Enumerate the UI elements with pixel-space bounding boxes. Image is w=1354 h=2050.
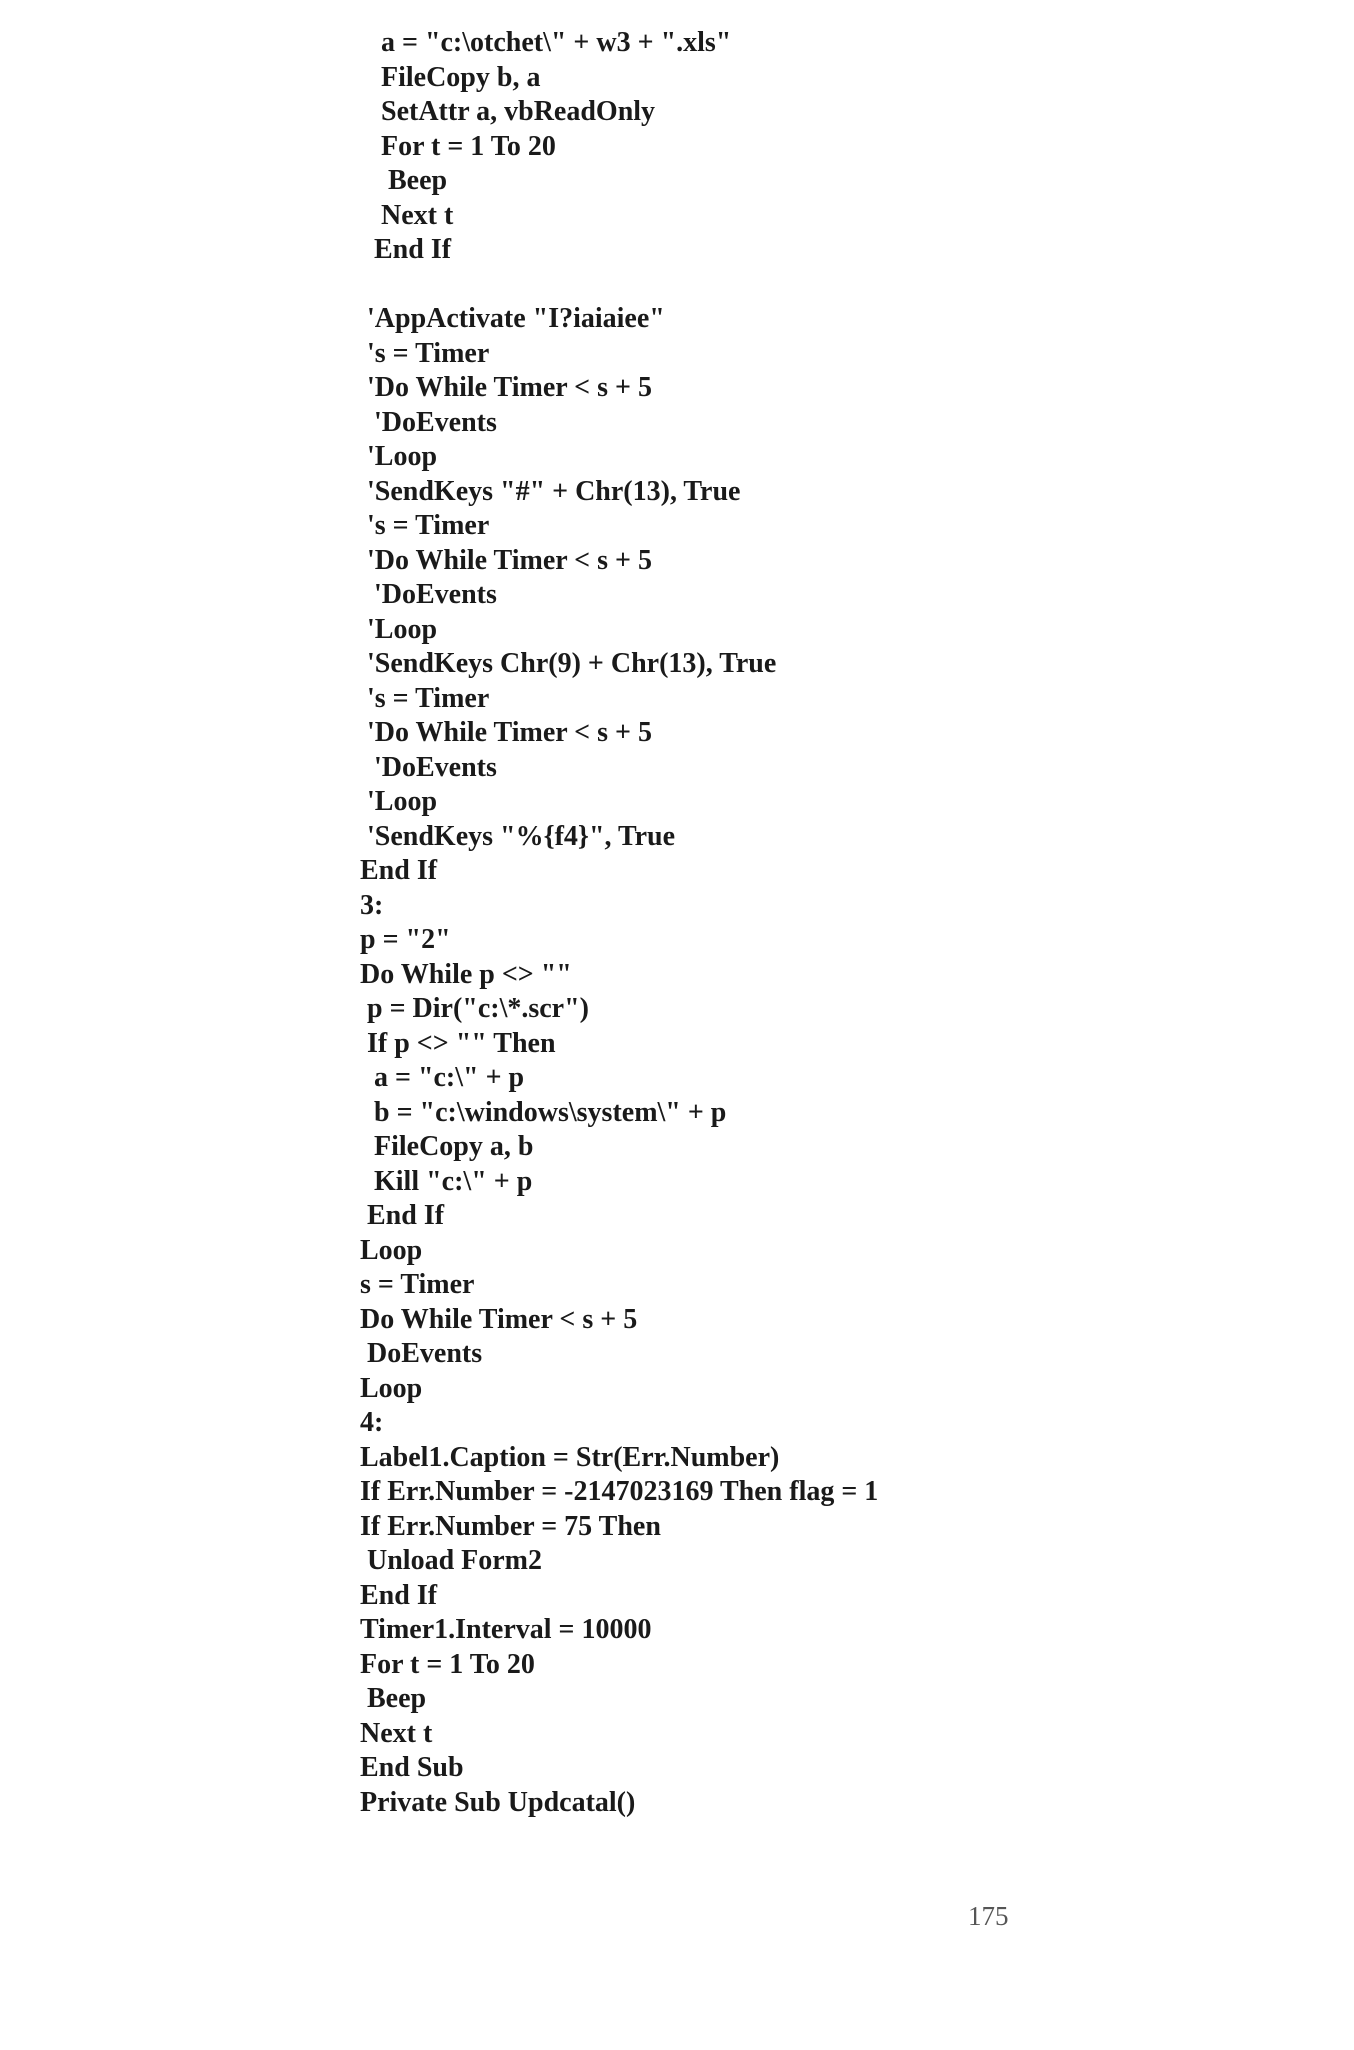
- code-line: If Err.Number = -2147023169 Then flag = 1: [360, 1476, 879, 1507]
- code-line: Do While Timer < s + 5: [360, 1303, 638, 1335]
- code-line: End If: [360, 234, 452, 265]
- code-line: Timer1.Interval = 10000: [360, 1614, 652, 1645]
- code-line: 'Do While Timer < s + 5: [360, 717, 652, 748]
- code-line: b = "c:\windows\system\" + p: [360, 1096, 727, 1128]
- code-line: 3:: [360, 889, 384, 921]
- code-line: Beep: [360, 165, 448, 196]
- code-line: 'SendKeys "#" + Chr(13), True: [360, 475, 741, 507]
- code-line: 'Do While Timer < s + 5: [360, 544, 652, 576]
- code-line: Beep: [360, 1683, 427, 1714]
- code-line: SetAttr a, vbReadOnly: [360, 96, 656, 127]
- code-line: End If: [360, 1200, 445, 1231]
- code-line: If p <> "" Then: [360, 1027, 556, 1059]
- code-line: 's = Timer: [360, 682, 490, 714]
- code-line: If Err.Number = 75 Then: [360, 1510, 661, 1542]
- code-line: Next t: [360, 199, 454, 231]
- code-line: Kill "c:\" + p: [360, 1165, 533, 1197]
- code-line: 'DoEvents: [360, 406, 497, 438]
- code-line: 'SendKeys "%{f4}", True: [360, 820, 676, 852]
- code-line: DoEvents: [360, 1338, 483, 1369]
- code-line: [360, 268, 878, 303]
- code-line: 'Loop: [360, 441, 438, 472]
- code-line: End If: [360, 855, 438, 886]
- code-line: a = "c:\" + p: [360, 1062, 525, 1093]
- code-line: s = Timer: [360, 1269, 475, 1300]
- code-line: 's = Timer: [360, 510, 490, 541]
- code-line: 'Loop: [360, 786, 438, 817]
- code-line: 'DoEvents: [360, 751, 497, 783]
- code-line: a = "c:\otchet\" + w3 + ".xls": [360, 27, 732, 58]
- code-line: FileCopy a, b: [360, 1131, 534, 1162]
- code-line: Loop: [360, 1372, 423, 1404]
- code-line: 4:: [360, 1407, 384, 1438]
- code-line: p = Dir("c:\*.scr"): [360, 993, 589, 1024]
- code-line: p = "2": [360, 924, 451, 955]
- code-line: 'Do While Timer < s + 5: [360, 372, 652, 403]
- code-line: 'DoEvents: [360, 579, 497, 610]
- code-line: For t = 1 To 20: [360, 130, 556, 162]
- code-line: 'Loop: [360, 613, 438, 645]
- code-line: Label1.Caption = Str(Err.Number): [360, 1441, 780, 1473]
- code-line: Next t: [360, 1717, 433, 1749]
- code-line: Do While p <> "": [360, 958, 572, 990]
- code-line: 'AppActivate "I?iaiaiee": [360, 303, 665, 334]
- code-listing: [360, 26, 878, 1820]
- code-line: 'SendKeys Chr(9) + Chr(13), True: [360, 648, 777, 679]
- code-line: End Sub: [360, 1752, 464, 1783]
- page-number: 175: [968, 1901, 1009, 1931]
- code-line: FileCopy b, a: [360, 61, 541, 93]
- code-line: Private Sub Updcatal(): [360, 1786, 636, 1818]
- code-line: For t = 1 To 20: [360, 1648, 535, 1680]
- code-line: End If: [360, 1579, 438, 1611]
- code-line: Loop: [360, 1234, 423, 1266]
- code-line: 's = Timer: [360, 337, 490, 369]
- code-line: Unload Form2: [360, 1545, 542, 1576]
